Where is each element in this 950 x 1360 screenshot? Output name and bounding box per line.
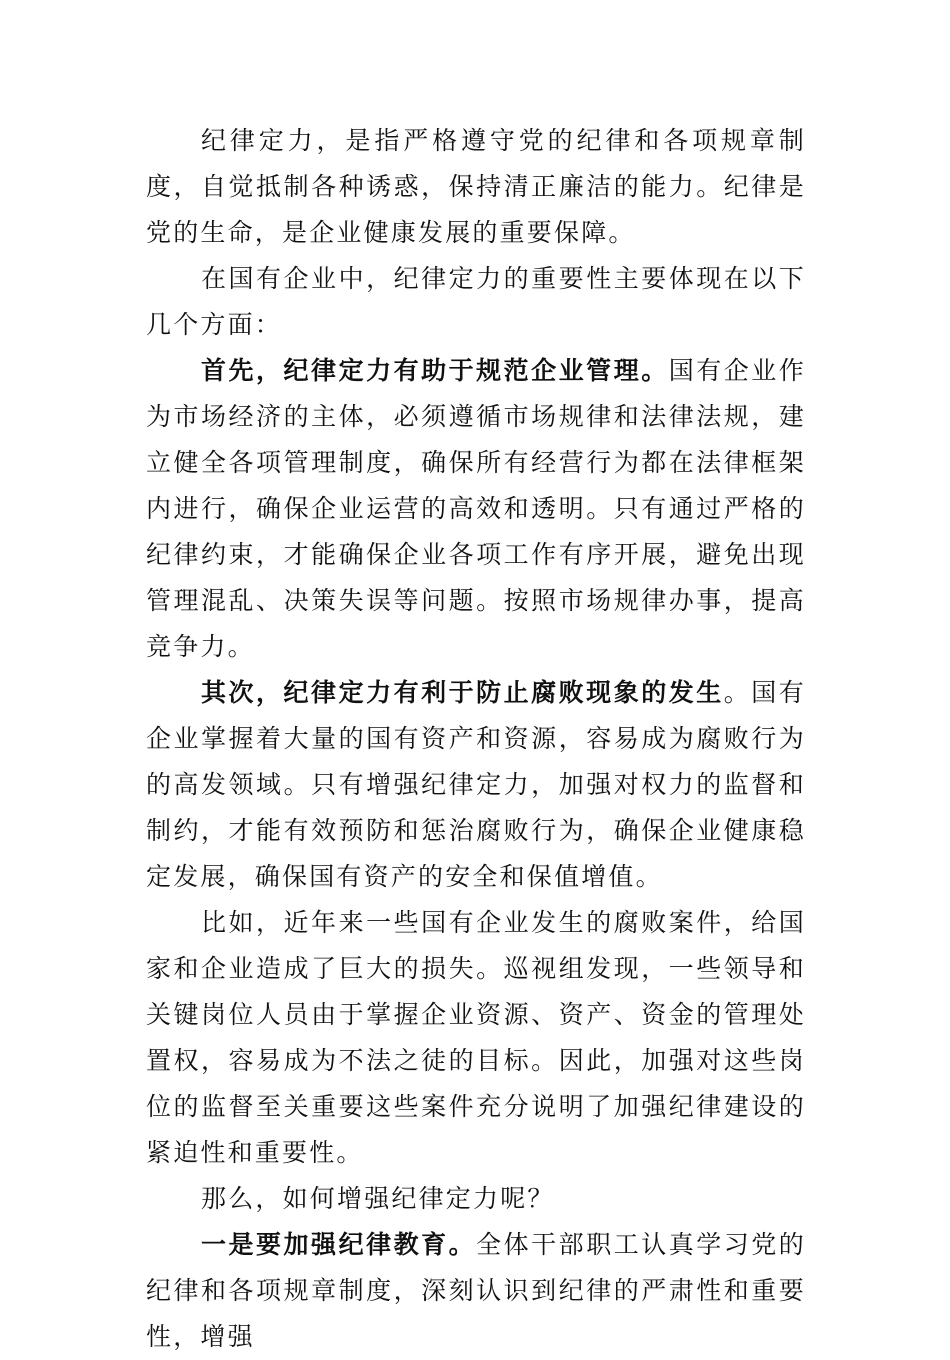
paragraph-3 [146, 348, 806, 670]
paragraph-7 [146, 1222, 806, 1360]
paragraph-5 [146, 900, 806, 1176]
paragraph-4-lead: 其次，纪律定力有利于防止腐败现象的发生 [201, 678, 724, 707]
paragraph-5-text: 比如，近年来一些国有企业发生的腐败案件，给国家和企业造成了巨大的损失。巡视组发现，一些领导和关键岗位人员由于掌握企业资源、资产、资金的管理处置权，容易成为不法之徒的目标。因此，加强对这些岗位的监督至关重要这些案件充分说明了加强纪律建设的紧迫性和重要性。 [146, 908, 806, 1167]
paragraph-2 [146, 256, 806, 348]
paragraph-3-text: 国有企业作为市场经济的主体，必须遵循市场规律和法律法规，建立健全各项管理制度，确保所有经营行为都在法律框架内进行，确保企业运营的高效和透明。只有通过严格的纪律约束，才能确保企业各项工作有序开展，避免出现管理混乱、决策失误等问题。按照市场规律办事，提高竞争力。 [146, 356, 806, 661]
paragraph-1-text: 纪律定力，是指严格遵守党的纪律和各项规章制度，自觉抵制各种诱惑，保持清正廉洁的能力。纪律是党的生命，是企业健康发展的重要保障。 [146, 126, 806, 247]
paragraph-4-text: 。国有企业掌握着大量的国有资产和资源，容易成为腐败行为的高发领域。只有增强纪律定力，加强对权力的监督和制约，才能有效预防和惩治腐败行为，确保企业健康稳定发展，确保国有资产的安全和保值增值。 [146, 678, 806, 891]
paragraph-6 [146, 1176, 806, 1222]
paragraph-2-text: 在国有企业中，纪律定力的重要性主要体现在以下几个方面： [146, 264, 806, 339]
document-body [146, 118, 806, 1360]
paragraph-7-lead: 一是要加强纪律教育。 [201, 1230, 477, 1259]
paragraph-7-text: 全体干部职工认真学习党的纪律和各项规章制度，深刻认识到纪律的严肃性和重要性，增强 [146, 1230, 806, 1351]
paragraph-3-lead: 首先，纪律定力有助于规范企业管理。 [201, 356, 669, 385]
paragraph-1 [146, 118, 806, 256]
paragraph-6-text: 那么，如何增强纪律定力呢？ [201, 1184, 555, 1213]
paragraph-4 [146, 670, 806, 900]
